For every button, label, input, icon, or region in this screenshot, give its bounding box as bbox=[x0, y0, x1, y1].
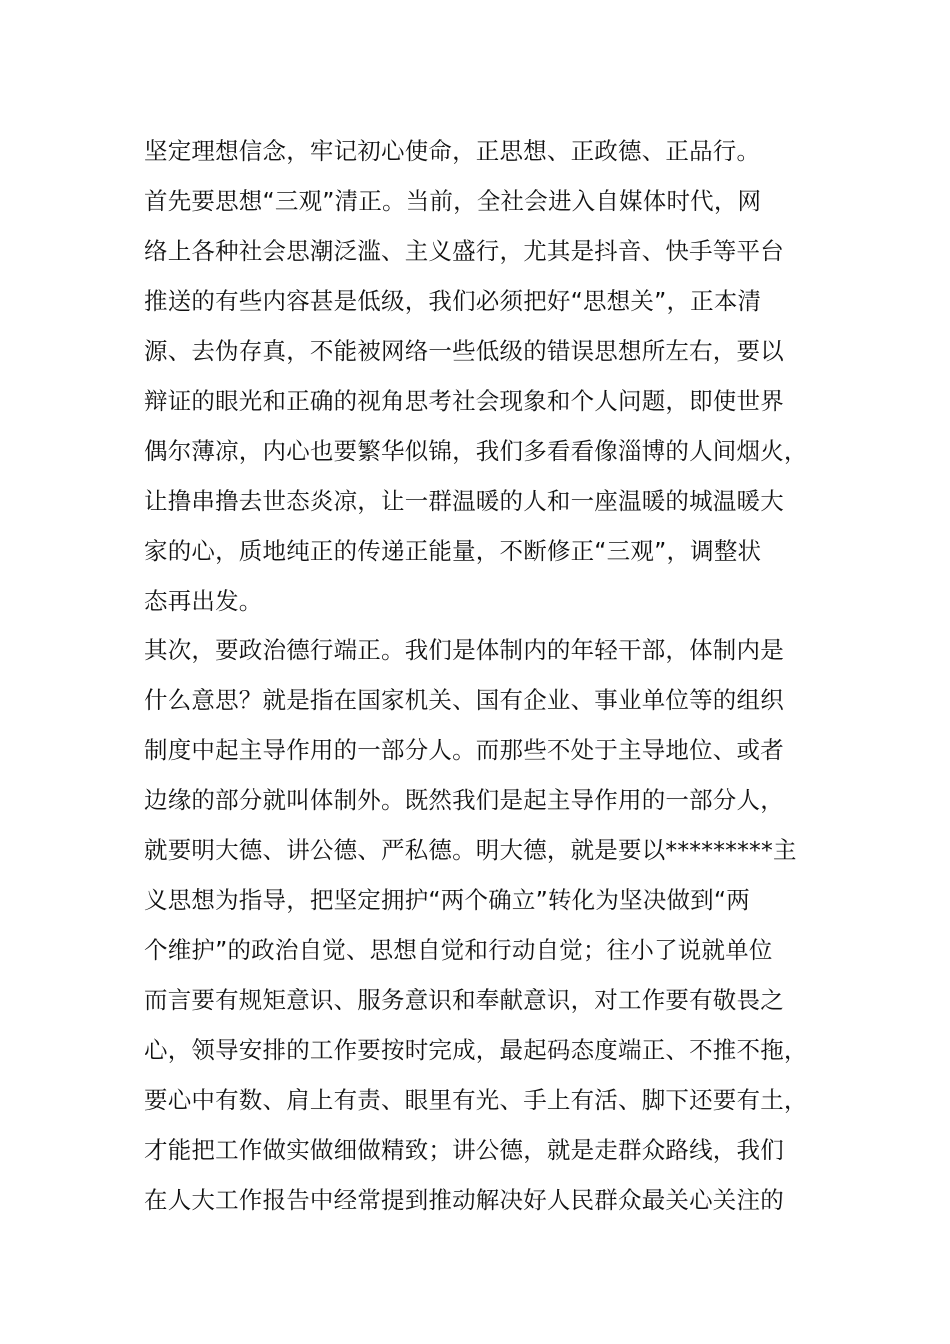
text-line: 态再出发。 bbox=[144, 587, 263, 615]
text-line: 在人大工作报告中经常提到推动解决好人民群众最关心关注的 bbox=[144, 1186, 784, 1214]
text-line: 其次，要政治德行端正。我们是体制内的年轻干部，体制内是 bbox=[144, 636, 784, 664]
text-line: 辩证的眼光和正确的视角思考社会现象和个人问题，即使世界 bbox=[144, 387, 784, 415]
text-line: 而言要有规矩意识、服务意识和奉献意识，对工作要有敬畏之 bbox=[144, 986, 784, 1014]
text-line: 个维护”的政治自觉、思想自觉和行动自觉；往小了说就单位 bbox=[144, 936, 773, 964]
text-line: 坚定理想信念，牢记初心使命，正思想、正政德、正品行。 bbox=[144, 137, 761, 165]
text-line: 偶尔薄凉，内心也要繁华似锦，我们多看看像淄博的人间烟火， bbox=[144, 437, 808, 465]
text-line: 让撸串撸去世态炎凉，让一群温暖的人和一座温暖的城温暖大 bbox=[144, 487, 784, 515]
text-line: 推送的有些内容甚是低级，我们必须把好“思想关”，正本清 bbox=[144, 287, 762, 315]
text-line: 边缘的部分就叫体制外。既然我们是起主导作用的一部分人， bbox=[144, 786, 784, 814]
text-line: 义思想为指导，把坚定拥护“两个确立”转化为坚决做到“两 bbox=[144, 886, 750, 914]
text-line: 家的心，质地纯正的传递正能量，不断修正“三观”，调整状 bbox=[144, 537, 762, 565]
text-line: 什么意思？就是指在国家机关、国有企业、事业单位等的组织 bbox=[144, 686, 784, 714]
text-line: 络上各种社会思潮泛滥、主义盛行，尤其是抖音、快手等平台 bbox=[144, 237, 784, 265]
text-line: 心，领导安排的工作要按时完成，最起码态度端正、不推不拖， bbox=[144, 1036, 808, 1064]
text-line: 源、去伪存真，不能被网络一些低级的错误思想所左右，要以 bbox=[144, 337, 784, 365]
text-line: 制度中起主导作用的一部分人。而那些不处于主导地位、或者 bbox=[144, 736, 784, 764]
text-line: 首先要思想“三观”清正。当前，全社会进入自媒体时代，网 bbox=[144, 187, 762, 215]
text-line: 就要明大德、讲公德、严私德。明大德，就是要以*********主 bbox=[144, 836, 797, 864]
text-line: 要心中有数、肩上有责、眼里有光、手上有活、脚下还要有土， bbox=[144, 1086, 808, 1114]
text-line: 才能把工作做实做细做精致；讲公德，就是走群众路线，我们 bbox=[144, 1136, 784, 1164]
